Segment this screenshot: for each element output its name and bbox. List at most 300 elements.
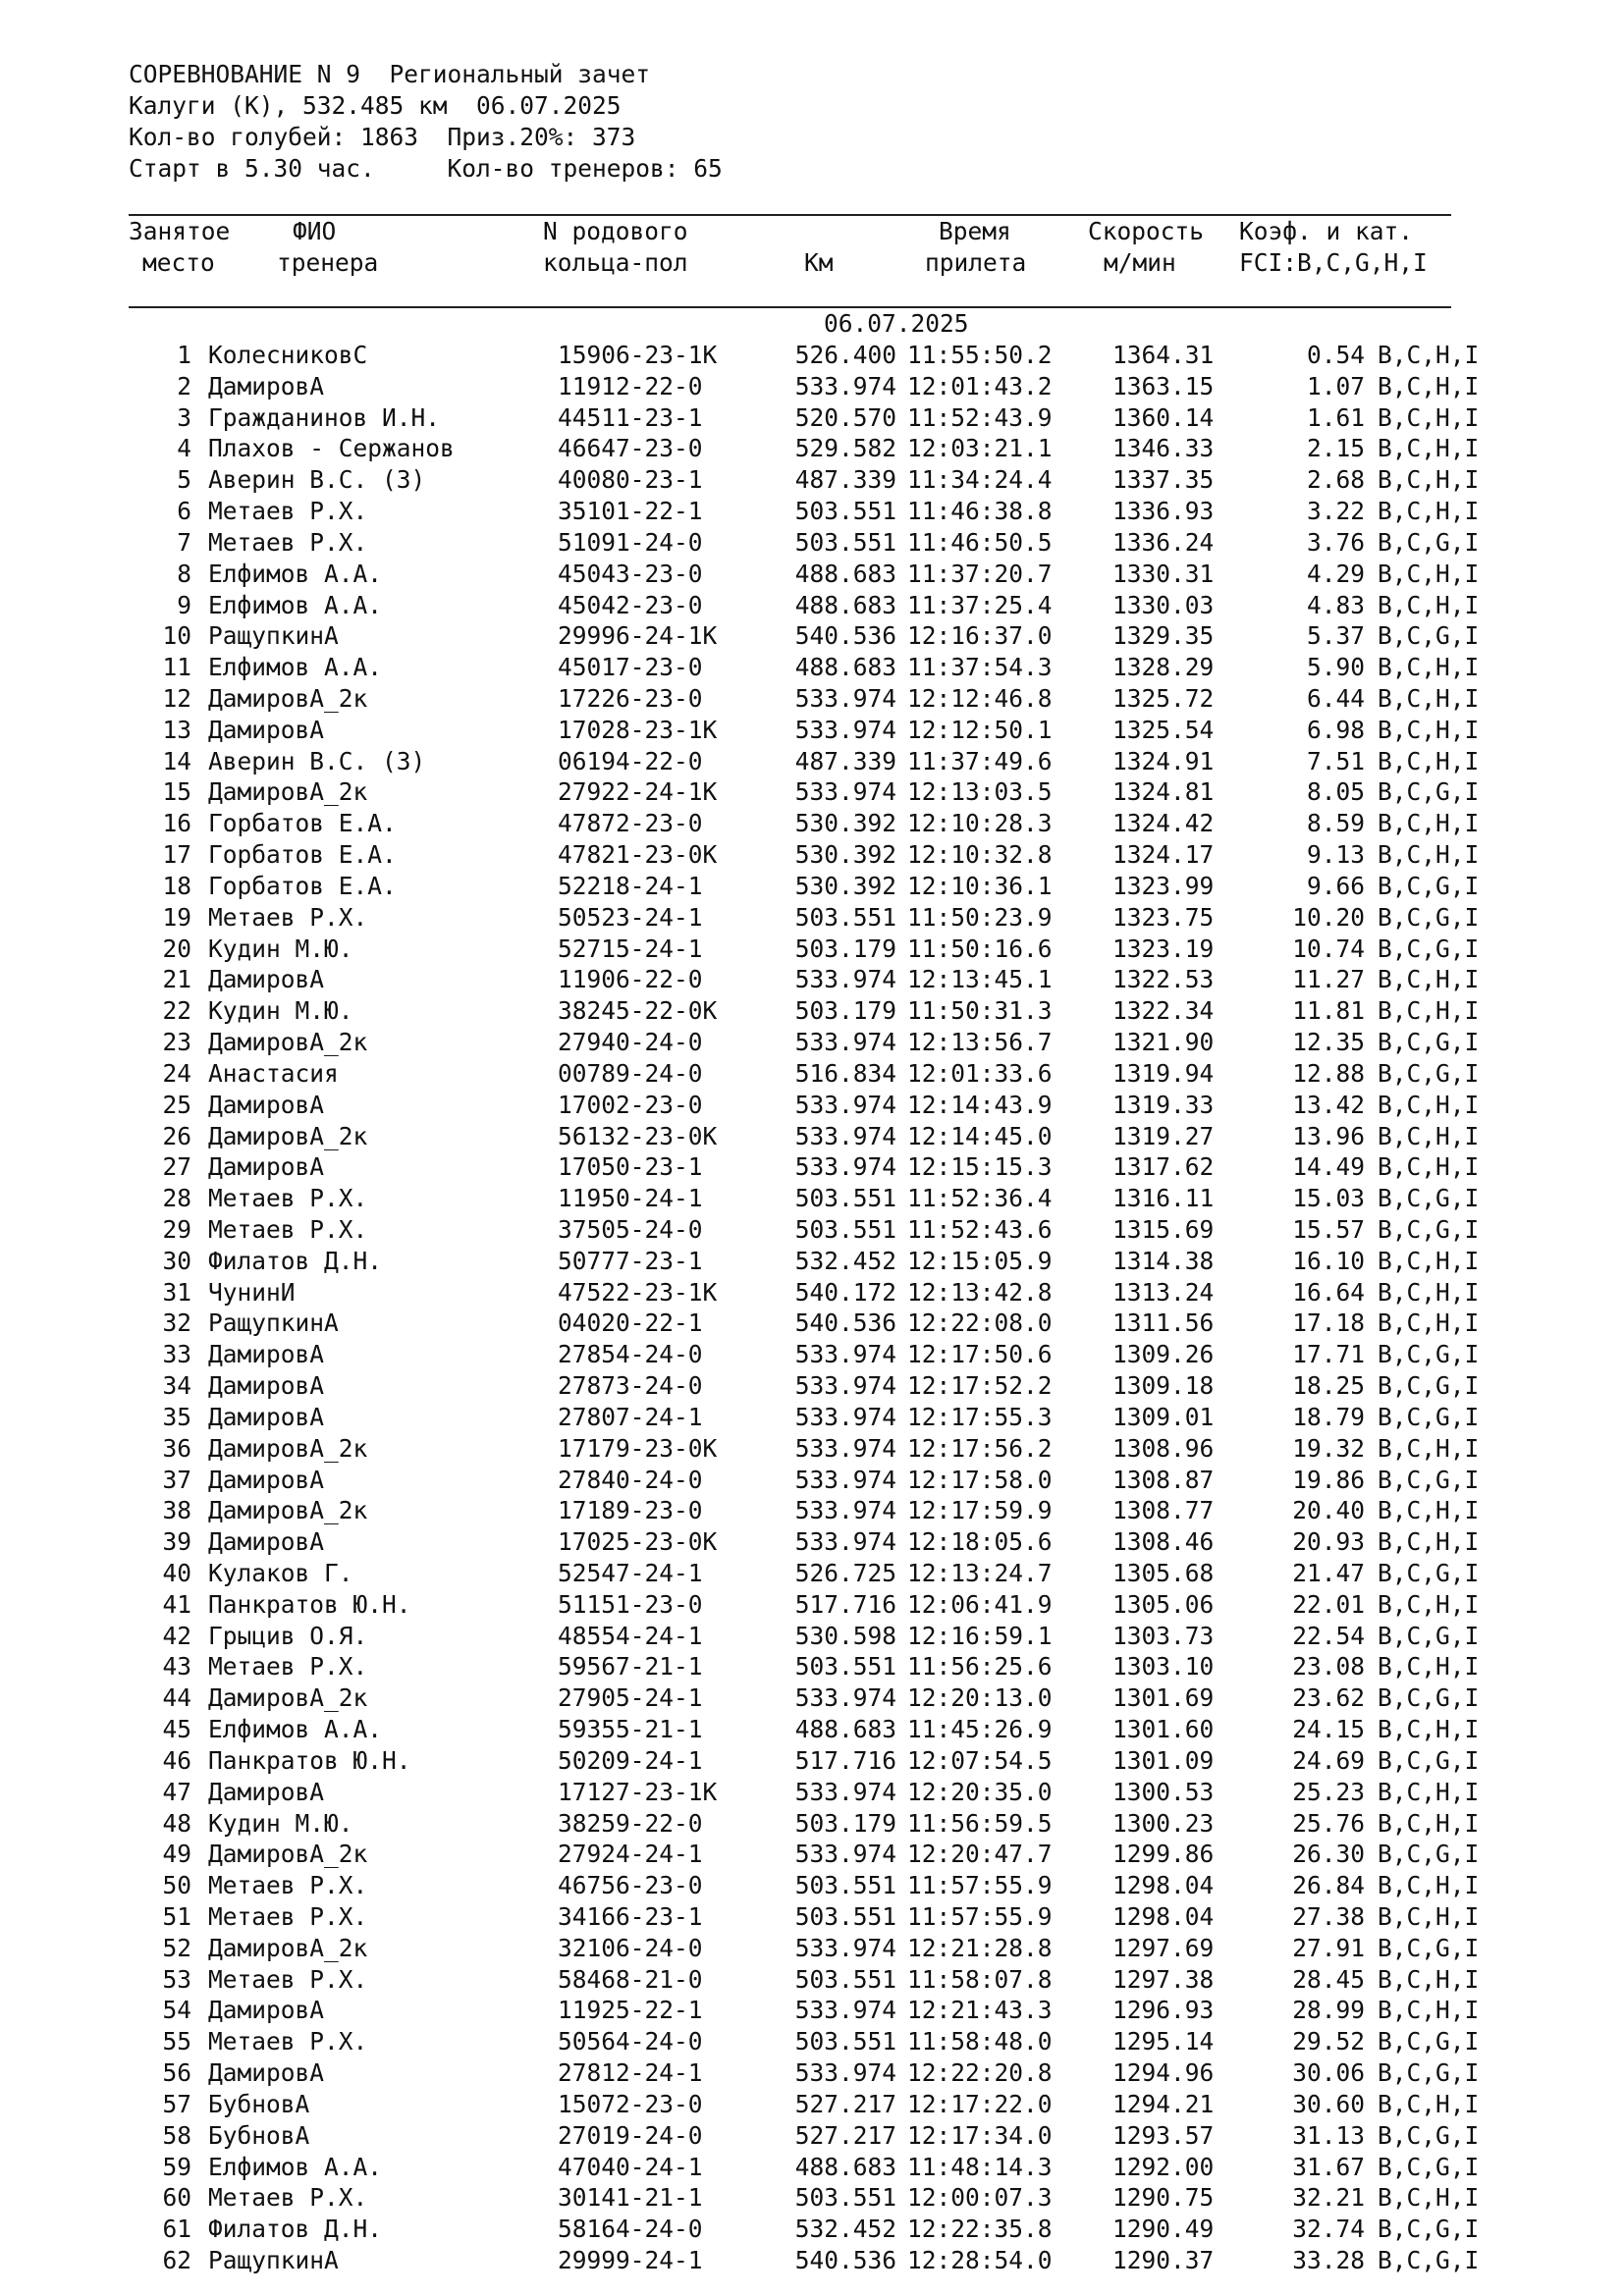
category-cell: B,C,H,I <box>1378 2183 1480 2213</box>
coef-cell: 7.51 <box>1306 746 1365 775</box>
ring-cell: 17025-23-0K <box>558 1527 718 1557</box>
category-cell: B,C,H,I <box>1378 371 1480 400</box>
time-cell: 11:55:50.2 <box>907 341 1053 369</box>
time-cell: 12:13:42.8 <box>907 1277 1053 1307</box>
coef-cell: 2.68 <box>1306 465 1365 495</box>
trainer-cell: РащупкинА <box>208 621 339 651</box>
category-cell: B,C,G,I <box>1378 902 1480 932</box>
place-cell: 15 <box>162 777 191 807</box>
category-cell: B,C,H,I <box>1378 1777 1480 1806</box>
col-header-coef-2: FCI:B,C,G,H,I <box>1239 248 1428 277</box>
trainer-cell: Елфимов А.А. <box>208 559 383 588</box>
time-cell: 11:57:55.9 <box>907 1871 1053 1900</box>
speed-cell: 1319.27 <box>1112 1121 1215 1150</box>
coef-cell: 5.90 <box>1306 653 1365 682</box>
speed-cell: 1315.69 <box>1112 1214 1215 1244</box>
ring-cell: 17189-23-0 <box>558 1496 703 1525</box>
category-cell: B,C,H,I <box>1378 559 1480 588</box>
ring-cell: 46756-23-0 <box>558 1871 703 1900</box>
speed-cell: 1313.24 <box>1112 1277 1215 1307</box>
trainer-cell: ДамировА_2к <box>208 684 368 714</box>
place-cell: 47 <box>162 1777 191 1806</box>
category-cell: B,C,G,I <box>1378 1558 1480 1587</box>
trainer-cell: Филатов Д.Н. <box>208 1246 383 1275</box>
ring-cell: 11925-22-1 <box>558 1996 703 2025</box>
ring-cell: 17028-23-1K <box>558 715 718 744</box>
ring-cell: 45017-23-0 <box>558 653 703 682</box>
trainer-cell: КолесниковС <box>208 341 368 369</box>
category-cell: B,C,H,I <box>1378 1871 1480 1900</box>
time-cell: 11:37:49.6 <box>907 746 1053 775</box>
category-cell: B,C,H,I <box>1378 1277 1480 1307</box>
col-header-ring-2: кольца-пол <box>543 248 688 277</box>
speed-cell: 1294.21 <box>1112 2089 1215 2118</box>
km-cell: 503.551 <box>794 902 896 932</box>
place-cell: 13 <box>162 715 191 744</box>
speed-cell: 1323.75 <box>1112 902 1215 932</box>
km-cell: 503.551 <box>794 497 896 526</box>
time-cell: 12:22:35.8 <box>907 2215 1053 2244</box>
time-cell: 12:07:54.5 <box>907 1745 1053 1775</box>
ring-cell: 51151-23-0 <box>558 1589 703 1619</box>
ring-cell: 17127-23-1K <box>558 1777 718 1806</box>
speed-cell: 1325.54 <box>1112 715 1215 744</box>
ring-cell: 51091-24-0 <box>558 527 703 557</box>
place-cell: 43 <box>162 1652 191 1682</box>
speed-cell: 1346.33 <box>1112 434 1215 463</box>
coef-cell: 23.62 <box>1292 1683 1365 1713</box>
coef-cell: 32.21 <box>1292 2183 1365 2213</box>
category-cell: B,C,H,I <box>1378 1090 1480 1119</box>
col-header-coef-1: Коэф. и кат. <box>1239 217 1414 245</box>
place-cell: 44 <box>162 1683 191 1713</box>
place-cell: 21 <box>162 965 191 994</box>
speed-cell: 1330.31 <box>1112 559 1215 588</box>
km-cell: 533.974 <box>794 715 896 744</box>
trainer-cell: ДамировА <box>208 2058 325 2088</box>
km-cell: 487.339 <box>794 746 896 775</box>
km-cell: 533.974 <box>794 1465 896 1494</box>
category-cell: B,C,G,I <box>1378 1028 1480 1057</box>
ring-cell: 17179-23-0K <box>558 1433 718 1463</box>
coef-cell: 29.52 <box>1292 2027 1365 2056</box>
ring-cell: 45043-23-0 <box>558 559 703 588</box>
ring-cell: 17226-23-0 <box>558 684 703 714</box>
time-cell: 11:58:48.0 <box>907 2027 1053 2056</box>
speed-cell: 1294.96 <box>1112 2058 1215 2088</box>
coef-cell: 11.27 <box>1292 965 1365 994</box>
speed-cell: 1305.06 <box>1112 1589 1215 1619</box>
km-cell: 533.974 <box>794 1777 896 1806</box>
place-cell: 8 <box>177 559 191 588</box>
speed-cell: 1297.69 <box>1112 1933 1215 1962</box>
speed-cell: 1290.49 <box>1112 2215 1215 2244</box>
col-header-ring-1: N родового <box>543 217 688 245</box>
coef-cell: 8.59 <box>1306 809 1365 838</box>
time-cell: 12:16:59.1 <box>907 1621 1053 1650</box>
time-cell: 12:10:36.1 <box>907 871 1053 900</box>
km-cell: 487.339 <box>794 465 896 495</box>
place-cell: 35 <box>162 1402 191 1431</box>
coef-cell: 12.35 <box>1292 1028 1365 1057</box>
category-cell: B,C,H,I <box>1378 590 1480 619</box>
place-cell: 5 <box>177 465 191 495</box>
time-cell: 12:03:21.1 <box>907 434 1053 463</box>
place-cell: 42 <box>162 1621 191 1650</box>
place-cell: 59 <box>162 2152 191 2181</box>
category-cell: B,C,G,I <box>1378 2246 1480 2275</box>
place-cell: 14 <box>162 746 191 775</box>
header-line-4: Старт в 5.30 час. Кол-во тренеров: 65 <box>129 154 723 183</box>
col-header-place-2: место <box>142 248 215 277</box>
category-cell: B,C,H,I <box>1378 1152 1480 1182</box>
coef-cell: 3.22 <box>1306 497 1365 526</box>
coef-cell: 18.79 <box>1292 1402 1365 1431</box>
col-header-time-1: Время <box>939 217 1011 245</box>
place-cell: 16 <box>162 809 191 838</box>
km-cell: 533.974 <box>794 1527 896 1557</box>
ring-cell: 44511-23-1 <box>558 402 703 432</box>
km-cell: 540.172 <box>794 1277 896 1307</box>
coef-cell: 22.54 <box>1292 1621 1365 1650</box>
category-cell: B,C,G,I <box>1378 1465 1480 1494</box>
ring-cell: 30141-21-1 <box>558 2183 703 2213</box>
ring-cell: 15906-23-1K <box>558 341 718 369</box>
place-cell: 33 <box>162 1340 191 1369</box>
place-cell: 1 <box>177 341 191 369</box>
trainer-cell: Аверин В.С. (З) <box>208 746 426 775</box>
km-cell: 533.974 <box>794 1996 896 2025</box>
trainer-cell: ДамировА <box>208 1777 325 1806</box>
speed-cell: 1314.38 <box>1112 1246 1215 1275</box>
place-cell: 37 <box>162 1465 191 1494</box>
speed-cell: 1316.11 <box>1112 1184 1215 1213</box>
km-cell: 488.683 <box>794 559 896 588</box>
place-cell: 9 <box>177 590 191 619</box>
time-cell: 11:37:54.3 <box>907 653 1053 682</box>
time-cell: 11:52:43.9 <box>907 402 1053 432</box>
speed-cell: 1293.57 <box>1112 2120 1215 2150</box>
coef-cell: 24.69 <box>1292 1745 1365 1775</box>
speed-cell: 1308.87 <box>1112 1465 1215 1494</box>
speed-cell: 1308.96 <box>1112 1433 1215 1463</box>
coef-cell: 20.40 <box>1292 1496 1365 1525</box>
ring-cell: 27873-24-0 <box>558 1371 703 1401</box>
ring-cell: 27840-24-0 <box>558 1465 703 1494</box>
place-cell: 55 <box>162 2027 191 2056</box>
km-cell: 533.974 <box>794 1340 896 1369</box>
col-header-name-2: тренера <box>277 248 379 277</box>
category-cell: B,C,G,I <box>1378 621 1480 651</box>
speed-cell: 1325.72 <box>1112 684 1215 714</box>
ring-cell: 38259-22-0 <box>558 1808 703 1838</box>
ring-cell: 27812-24-1 <box>558 2058 703 2088</box>
trainer-cell: Гражданинов И.Н. <box>208 402 441 432</box>
category-cell: B,C,H,I <box>1378 1308 1480 1338</box>
time-cell: 11:50:16.6 <box>907 934 1053 963</box>
coef-cell: 31.67 <box>1292 2152 1365 2181</box>
category-cell: B,C,G,I <box>1378 1402 1480 1431</box>
ring-cell: 27905-24-1 <box>558 1683 703 1713</box>
km-cell: 533.974 <box>794 1933 896 1962</box>
ring-cell: 34166-23-1 <box>558 1902 703 1931</box>
trainer-cell: Филатов Д.Н. <box>208 2215 383 2244</box>
trainer-cell: ДамировА <box>208 715 325 744</box>
time-cell: 12:15:05.9 <box>907 1246 1053 1275</box>
coef-cell: 15.03 <box>1292 1184 1365 1213</box>
col-header-speed-2: м/мин <box>1104 248 1176 277</box>
trainer-cell: Горбатов Е.А. <box>208 809 397 838</box>
km-cell: 488.683 <box>794 590 896 619</box>
place-cell: 20 <box>162 934 191 963</box>
speed-cell: 1328.29 <box>1112 653 1215 682</box>
coef-cell: 16.64 <box>1292 1277 1365 1307</box>
trainer-cell: ДамировА <box>208 1152 325 1182</box>
ring-cell: 29999-24-1 <box>558 2246 703 2275</box>
km-cell: 533.974 <box>794 1496 896 1525</box>
km-cell: 530.392 <box>794 809 896 838</box>
time-cell: 12:00:07.3 <box>907 2183 1053 2213</box>
km-cell: 488.683 <box>794 1715 896 1744</box>
speed-cell: 1299.86 <box>1112 1840 1215 1869</box>
time-cell: 11:52:36.4 <box>907 1184 1053 1213</box>
coef-cell: 15.57 <box>1292 1214 1365 1244</box>
speed-cell: 1360.14 <box>1112 402 1215 432</box>
rule-bottom <box>129 306 1451 308</box>
place-cell: 27 <box>162 1152 191 1182</box>
col-header-time-2: прилета <box>925 248 1027 277</box>
km-cell: 533.974 <box>794 1683 896 1713</box>
km-cell: 488.683 <box>794 2152 896 2181</box>
time-cell: 11:57:55.9 <box>907 1902 1053 1931</box>
category-cell: B,C,H,I <box>1378 497 1480 526</box>
place-cell: 6 <box>177 497 191 526</box>
category-cell: B,C,H,I <box>1378 1996 1480 2025</box>
trainer-cell: Горбатов Е.А. <box>208 871 397 900</box>
km-cell: 532.452 <box>794 2215 896 2244</box>
ring-cell: 27922-24-1K <box>558 777 718 807</box>
km-cell: 488.683 <box>794 653 896 682</box>
speed-cell: 1309.26 <box>1112 1340 1215 1369</box>
speed-cell: 1336.93 <box>1112 497 1215 526</box>
place-cell: 40 <box>162 1558 191 1587</box>
km-cell: 533.974 <box>794 1152 896 1182</box>
ring-cell: 47872-23-0 <box>558 809 703 838</box>
place-cell: 60 <box>162 2183 191 2213</box>
ring-cell: 27807-24-1 <box>558 1402 703 1431</box>
trainer-cell: Кулаков Г. <box>208 1558 353 1587</box>
place-cell: 23 <box>162 1028 191 1057</box>
ring-cell: 40080-23-1 <box>558 465 703 495</box>
speed-cell: 1311.56 <box>1112 1308 1215 1338</box>
speed-cell: 1324.91 <box>1112 746 1215 775</box>
ring-cell: 58164-24-0 <box>558 2215 703 2244</box>
ring-cell: 15072-23-0 <box>558 2089 703 2118</box>
trainer-cell: Аверин В.С. (З) <box>208 465 426 495</box>
coef-cell: 3.76 <box>1306 527 1365 557</box>
ring-cell: 50777-23-1 <box>558 1246 703 1275</box>
km-cell: 533.974 <box>794 1090 896 1119</box>
ring-cell: 27940-24-0 <box>558 1028 703 1057</box>
ring-cell: 52218-24-1 <box>558 871 703 900</box>
speed-cell: 1298.04 <box>1112 1871 1215 1900</box>
category-cell: B,C,G,I <box>1378 1621 1480 1650</box>
km-cell: 533.974 <box>794 684 896 714</box>
km-cell: 533.974 <box>794 371 896 400</box>
category-cell: B,C,H,I <box>1378 465 1480 495</box>
time-cell: 11:50:31.3 <box>907 996 1053 1026</box>
time-cell: 12:01:33.6 <box>907 1058 1053 1088</box>
time-cell: 11:48:14.3 <box>907 2152 1053 2181</box>
trainer-cell: Метаев Р.Х. <box>208 1184 368 1213</box>
km-cell: 516.834 <box>794 1058 896 1088</box>
place-cell: 26 <box>162 1121 191 1150</box>
ring-cell: 46647-23-0 <box>558 434 703 463</box>
time-cell: 12:13:56.7 <box>907 1028 1053 1057</box>
place-cell: 4 <box>177 434 191 463</box>
category-cell: B,C,G,I <box>1378 2058 1480 2088</box>
time-cell: 11:34:24.4 <box>907 465 1053 495</box>
category-cell: B,C,H,I <box>1378 434 1480 463</box>
trainer-cell: Панкратов Ю.Н. <box>208 1745 411 1775</box>
category-cell: B,C,G,I <box>1378 2120 1480 2150</box>
coef-cell: 28.99 <box>1292 1996 1365 2025</box>
ring-cell: 47821-23-0K <box>558 840 718 870</box>
trainer-cell: Метаев Р.Х. <box>208 1902 368 1931</box>
coef-cell: 4.29 <box>1306 559 1365 588</box>
km-cell: 530.598 <box>794 1621 896 1650</box>
coef-cell: 30.60 <box>1292 2089 1365 2118</box>
time-cell: 12:20:13.0 <box>907 1683 1053 1713</box>
speed-cell: 1322.34 <box>1112 996 1215 1026</box>
km-cell: 529.582 <box>794 434 896 463</box>
trainer-cell: ДамировА <box>208 1340 325 1369</box>
place-cell: 62 <box>162 2246 191 2275</box>
speed-cell: 1363.15 <box>1112 371 1215 400</box>
time-cell: 12:17:55.3 <box>907 1402 1053 1431</box>
place-cell: 50 <box>162 1871 191 1900</box>
speed-cell: 1322.53 <box>1112 965 1215 994</box>
coef-cell: 22.01 <box>1292 1589 1365 1619</box>
place-cell: 46 <box>162 1745 191 1775</box>
time-cell: 12:01:43.2 <box>907 371 1053 400</box>
coef-cell: 5.37 <box>1306 621 1365 651</box>
ring-cell: 06194-22-0 <box>558 746 703 775</box>
time-cell: 11:46:50.5 <box>907 527 1053 557</box>
ring-cell: 27854-24-0 <box>558 1340 703 1369</box>
category-cell: B,C,H,I <box>1378 715 1480 744</box>
trainer-cell: РащупкинА <box>208 2246 339 2275</box>
trainer-cell: БубновА <box>208 2089 310 2118</box>
ring-cell: 04020-22-1 <box>558 1308 703 1338</box>
trainer-cell: ДамировА <box>208 1465 325 1494</box>
coef-cell: 11.81 <box>1292 996 1365 1026</box>
time-cell: 12:17:58.0 <box>907 1465 1053 1494</box>
speed-cell: 1324.17 <box>1112 840 1215 870</box>
speed-cell: 1323.19 <box>1112 934 1215 963</box>
coef-cell: 23.08 <box>1292 1652 1365 1682</box>
speed-cell: 1300.53 <box>1112 1777 1215 1806</box>
place-cell: 48 <box>162 1808 191 1838</box>
trainer-cell: Метаев Р.Х. <box>208 2027 368 2056</box>
speed-cell: 1297.38 <box>1112 1964 1215 1994</box>
speed-cell: 1329.35 <box>1112 621 1215 651</box>
place-cell: 56 <box>162 2058 191 2088</box>
speed-cell: 1301.69 <box>1112 1683 1215 1713</box>
trainer-cell: Кудин М.Ю. <box>208 996 353 1026</box>
place-cell: 22 <box>162 996 191 1026</box>
category-cell: B,C,H,I <box>1378 809 1480 838</box>
col-header-name-1: ФИО <box>293 217 337 245</box>
km-cell: 533.974 <box>794 1121 896 1150</box>
speed-cell: 1296.93 <box>1112 1996 1215 2025</box>
time-cell: 12:17:50.6 <box>907 1340 1053 1369</box>
ring-cell: 17050-23-1 <box>558 1152 703 1182</box>
place-cell: 10 <box>162 621 191 651</box>
km-cell: 503.551 <box>794 527 896 557</box>
time-cell: 12:17:34.0 <box>907 2120 1053 2150</box>
time-cell: 11:52:43.6 <box>907 1214 1053 1244</box>
time-cell: 12:10:32.8 <box>907 840 1053 870</box>
category-cell: B,C,G,I <box>1378 1683 1480 1713</box>
ring-cell: 58468-21-0 <box>558 1964 703 1994</box>
trainer-cell: Метаев Р.Х. <box>208 1871 368 1900</box>
coef-cell: 1.07 <box>1306 371 1365 400</box>
ring-cell: 50523-24-1 <box>558 902 703 932</box>
km-cell: 533.974 <box>794 1402 896 1431</box>
trainer-cell: Метаев Р.Х. <box>208 497 368 526</box>
ring-cell: 59567-21-1 <box>558 1652 703 1682</box>
category-cell: B,C,H,I <box>1378 1589 1480 1619</box>
km-cell: 503.551 <box>794 1902 896 1931</box>
coef-cell: 9.66 <box>1306 871 1365 900</box>
place-cell: 51 <box>162 1902 191 1931</box>
km-cell: 533.974 <box>794 777 896 807</box>
time-cell: 12:15:15.3 <box>907 1152 1053 1182</box>
trainer-cell: ДамировА_2к <box>208 1121 368 1150</box>
km-cell: 540.536 <box>794 2246 896 2275</box>
place-cell: 49 <box>162 1840 191 1869</box>
place-cell: 19 <box>162 902 191 932</box>
category-cell: B,C,H,I <box>1378 653 1480 682</box>
coef-cell: 9.13 <box>1306 840 1365 870</box>
trainer-cell: Панкратов Ю.Н. <box>208 1589 411 1619</box>
category-cell: B,C,G,I <box>1378 2215 1480 2244</box>
speed-cell: 1321.90 <box>1112 1028 1215 1057</box>
trainer-cell: ЧунинИ <box>208 1277 296 1307</box>
category-cell: B,C,G,I <box>1378 1933 1480 1962</box>
category-cell: B,C,H,I <box>1378 840 1480 870</box>
time-cell: 11:58:07.8 <box>907 1964 1053 1994</box>
speed-cell: 1317.62 <box>1112 1152 1215 1182</box>
time-cell: 12:14:45.0 <box>907 1121 1053 1150</box>
ring-cell: 48554-24-1 <box>558 1621 703 1650</box>
speed-cell: 1303.10 <box>1112 1652 1215 1682</box>
coef-cell: 26.84 <box>1292 1871 1365 1900</box>
time-cell: 12:17:52.2 <box>907 1371 1053 1401</box>
time-cell: 12:17:56.2 <box>907 1433 1053 1463</box>
time-cell: 12:22:20.8 <box>907 2058 1053 2088</box>
trainer-cell: Плахов - Сержанов <box>208 434 455 463</box>
place-cell: 3 <box>177 402 191 432</box>
time-cell: 12:14:43.9 <box>907 1090 1053 1119</box>
trainer-cell: ДамировА_2к <box>208 1496 368 1525</box>
category-cell: B,C,H,I <box>1378 1527 1480 1557</box>
coef-cell: 19.86 <box>1292 1465 1365 1494</box>
coef-cell: 30.06 <box>1292 2058 1365 2088</box>
place-cell: 7 <box>177 527 191 557</box>
coef-cell: 25.23 <box>1292 1777 1365 1806</box>
